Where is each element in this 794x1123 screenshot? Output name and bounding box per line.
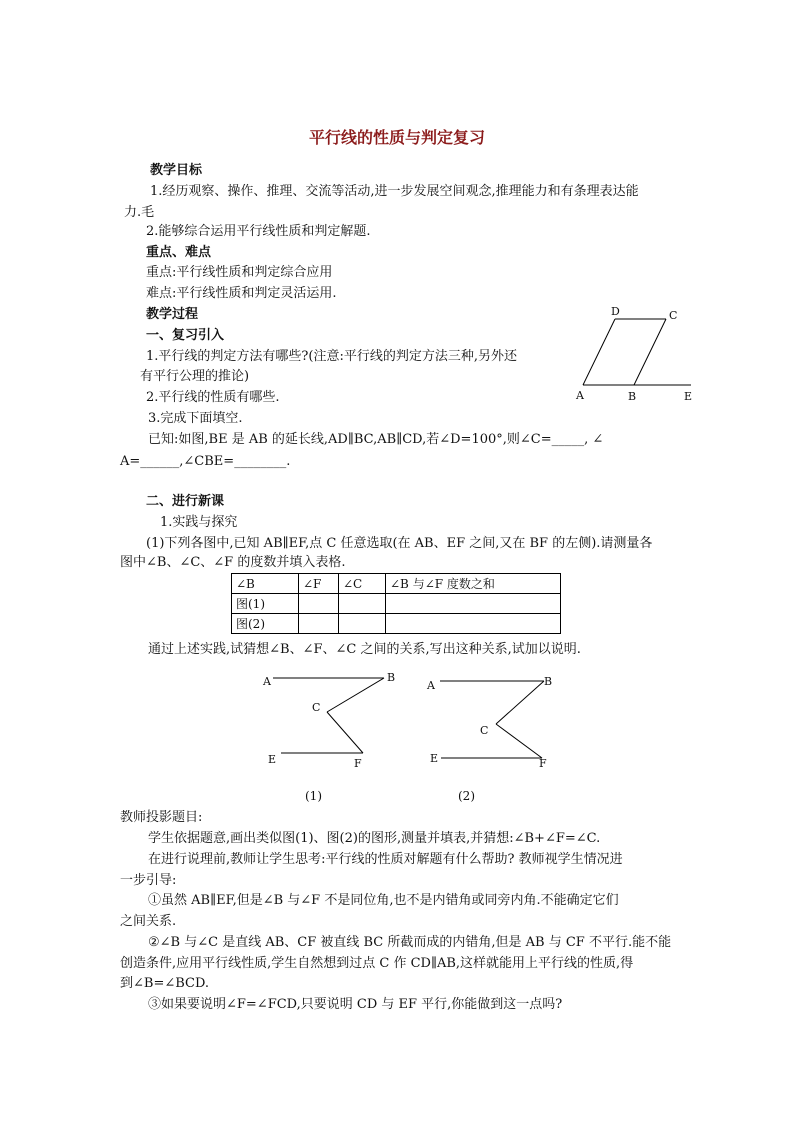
label-A: A: [427, 679, 435, 692]
hint-3: ③如果要说明∠F=∠FCD,只要说明 CD 与 EF 平行,你能做到这一点吗?: [148, 997, 563, 1012]
think-line-1: 在进行说理前,教师让学生思考:平行线的性质对解题有什么帮助? 教师视学生情况进: [148, 852, 623, 867]
label-B: B: [387, 671, 396, 684]
question-2: 2.平行线的性质有哪些.: [146, 390, 280, 405]
key-focus: 重点:平行线性质和判定综合应用: [146, 265, 333, 280]
section-1-heading: 一、复习引入: [146, 328, 225, 343]
segment-BC: [327, 678, 384, 712]
segment-CF: [327, 712, 363, 753]
hint-2-line-3: 到∠B=∠BCD.: [120, 976, 210, 991]
label-E: E: [430, 752, 439, 765]
row-label: 图(2): [232, 614, 299, 634]
header-angle-F: ∠F: [299, 574, 339, 594]
fill-line-1: 已知:如图,BE 是 AB 的延长线,AD∥BC,AB∥CD,若∠D=100°,则∠C=_____, ∠: [148, 432, 604, 447]
table-cell: [339, 594, 386, 614]
label-B: B: [544, 675, 553, 688]
header-sum: ∠B 与∠F 度数之和: [386, 574, 561, 594]
table-cell: [299, 614, 339, 634]
process-heading: 教学过程: [146, 307, 199, 322]
goal-2: 2.能够综合运用平行线性质和判定解题.: [146, 224, 371, 239]
label-E: E: [268, 753, 277, 766]
section-2-heading: 二、进行新课: [146, 494, 225, 509]
label-F: F: [354, 757, 362, 770]
parallelogram-figure: [570, 302, 700, 404]
question-3: 3.完成下面填空.: [148, 411, 243, 426]
hint-1-line-1: ①虽然 AB∥EF,但是∠B 与∠F 不是同位角,也不是内错角或同旁内角.不能确定它们: [148, 893, 619, 908]
hint-2-line-2: 创造条件,应用平行线性质,学生自然想到过点 C 作 CD∥AB,这样就能用上平行线的性质,得: [120, 956, 634, 971]
table-cell: [339, 614, 386, 634]
task-line-2: 图中∠B、∠C、∠F 的度数并填入表格.: [120, 555, 346, 570]
header-angle-C: ∠C: [339, 574, 386, 594]
teacher-prompt: 教师投影题目:: [120, 810, 203, 825]
goal-1-line-1: 1.经历观察、操作、推理、交流等活动,进一步发展空间观念,推理能力和有条理表达能: [150, 184, 639, 199]
figure-1-caption: (1): [305, 789, 322, 803]
table-row: [232, 614, 561, 634]
segment-CF: [496, 724, 542, 758]
table-row: [232, 594, 561, 614]
side-CB: [634, 319, 666, 385]
table-cell: [386, 614, 561, 634]
practice-heading: 1.实践与探究: [160, 515, 238, 530]
task-line-1: (1)下列各图中,已知 AB∥EF,点 C 任意选取(在 AB、EF 之间,又在 BF 的左侧).请测量各: [146, 536, 653, 551]
table-header-row: [232, 574, 561, 594]
label-A: A: [576, 389, 584, 402]
page-title: 平行线的性质与判定复习: [308, 128, 485, 147]
think-line-2: 一步引导:: [120, 873, 177, 888]
label-F: F: [539, 757, 547, 770]
label-C: C: [480, 724, 489, 737]
label-A: A: [263, 675, 271, 688]
row-label: 图(1): [232, 594, 299, 614]
table-cell: [299, 594, 339, 614]
label-B: B: [628, 390, 637, 403]
student-text: 学生依据题意,画出类似图(1)、图(2)的图形,测量并填表,并猜想:∠B+∠F=∠C.: [148, 831, 601, 846]
guess-text: 通过上述实践,试猜想∠B、∠F、∠C 之间的关系,写出这种关系,试加以说明.: [148, 642, 581, 657]
label-C: C: [312, 701, 321, 714]
header-angle-B: ∠B: [232, 574, 299, 594]
figure-2-caption: (2): [458, 789, 475, 803]
figure-2: [424, 672, 564, 776]
segment-BC: [496, 681, 544, 724]
question-1-line-1: 1.平行线的判定方法有哪些?(注意:平行线的判定方法三种,另外还: [146, 349, 517, 364]
side-AD: [583, 319, 615, 385]
label-C: C: [669, 309, 678, 322]
figure-1: [260, 668, 400, 776]
table-cell: [386, 594, 561, 614]
goals-heading: 教学目标: [150, 163, 203, 178]
measure-table: [231, 573, 561, 634]
label-D: D: [611, 305, 620, 318]
label-E: E: [684, 390, 693, 403]
fill-line-2: A=______,∠CBE=________.: [120, 454, 291, 469]
hint-1-line-2: 之间关系.: [120, 914, 177, 929]
goal-1-line-2: 力.毛: [124, 205, 155, 220]
key-difficulty: 难点:平行线性质和判定灵活运用.: [146, 286, 337, 301]
hint-2-line-1: ②∠B 与∠C 是直线 AB、CF 被直线 BC 所截而成的内错角,但是 AB 与 CF 不平行.能不能: [148, 935, 672, 950]
key-points-heading: 重点、难点: [146, 245, 212, 260]
question-1-line-2: 有平行公理的推论): [140, 369, 250, 384]
